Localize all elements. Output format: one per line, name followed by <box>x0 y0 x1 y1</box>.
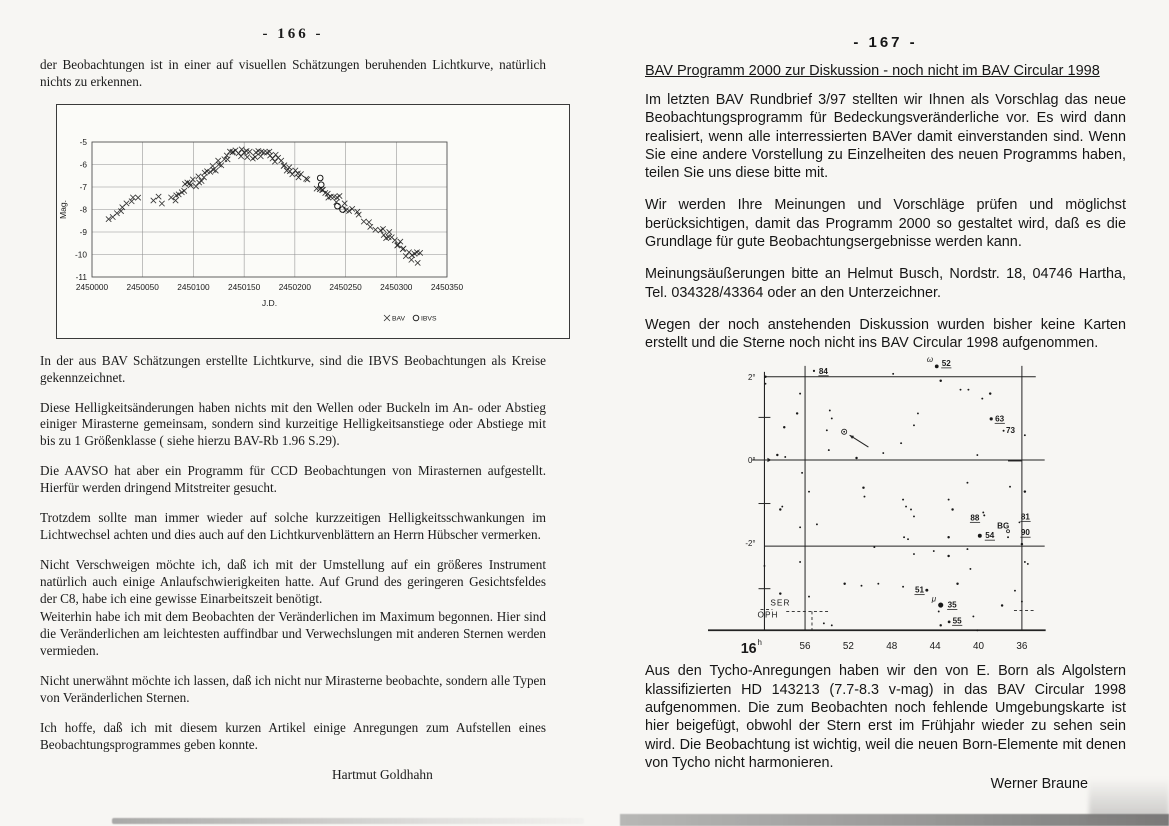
paragraph: Meinungsäußerungen bitte an Helmut Busch, Nordstr. 18, 04746 Hartha, Tel. 034328/43364 oder an den Unterzeichner. <box>645 266 1126 301</box>
svg-text:73: 73 <box>1006 426 1016 436</box>
svg-text:51: 51 <box>914 586 924 596</box>
scan-edge-artifact <box>112 818 584 824</box>
svg-text:-9: -9 <box>79 226 87 237</box>
svg-text:52: 52 <box>842 641 854 653</box>
paragraph: Nicht unerwähnt möchte ich lassen, daß ich nicht nur Mirasterne beobachte, sondern alle Typen von Veränderlichen Sternen. <box>40 673 546 706</box>
svg-text:-8: -8 <box>79 204 87 215</box>
paragraph: Trotzdem sollte man immer wieder auf solche kurzzeitigen Helligkeitsschwankungen im Lichtwechsel achten und dies auch auf den Lichtkurvenblättern an Herrn Hübscher vermerken. <box>40 510 546 542</box>
svg-text:-2°: -2° <box>745 539 756 549</box>
svg-text:-6: -6 <box>79 159 87 170</box>
paragraph: Weiterhin habe ich mit dem Beobachten der Veränderlichen im Maximum begonnen. Hier sind die Veränderlichen am leichtesten auffindbar und Verwechslungen mit anderen Sternen werden vermieden. <box>40 609 546 659</box>
paragraph: Nicht Verschweigen möchte ich, daß ich mit der Umstellung auf ein größeres Instrument natürlich auch einige Anlaufschwierigkeiten hatte. Auf Grund des geringeren Gesichtsfeldes der C8, habe ich eine gewisse Einarbeitszeit benötigt. <box>40 556 546 606</box>
svg-text:-5: -5 <box>79 136 87 147</box>
svg-text:2450000: 2450000 <box>75 281 109 292</box>
svg-text:ω: ω <box>926 356 934 365</box>
finder-chart <box>701 356 1121 658</box>
svg-text:J.D.: J.D. <box>261 297 278 308</box>
svg-text:Mag.: Mag. <box>58 199 68 219</box>
svg-text:54: 54 <box>985 531 995 541</box>
svg-text:0°: 0° <box>747 456 756 466</box>
paragraph: Ich hoffe, daß ich mit diesem kurzen Artikel einige Anregungen zum Aufstellen eines Beobachtungsprogrammes geben konnte. <box>40 719 546 752</box>
svg-text:84: 84 <box>818 367 828 377</box>
svg-text:36: 36 <box>1016 641 1028 653</box>
page-167 <box>645 34 1126 792</box>
svg-text:16: 16 <box>740 641 757 658</box>
svg-text:56: 56 <box>799 641 811 653</box>
svg-text:-11: -11 <box>75 271 87 282</box>
svg-text:35: 35 <box>947 600 957 610</box>
svg-text:-7: -7 <box>79 181 87 192</box>
svg-text:μ: μ <box>931 594 937 604</box>
svg-text:48: 48 <box>886 641 898 653</box>
page-number-right: - 167 - <box>853 34 918 51</box>
svg-text:2450300: 2450300 <box>380 281 413 292</box>
svg-text:63: 63 <box>995 414 1005 424</box>
svg-text:-10: -10 <box>75 249 87 260</box>
paragraph: In der aus BAV Schätzungen erstellte Lichtkurve, sind die IBVS Beobachtungen als Kreise gekennzeichnet. <box>40 352 546 385</box>
svg-text:2450250: 2450250 <box>329 281 362 292</box>
svg-text:2450350: 2450350 <box>430 281 464 292</box>
svg-text:40: 40 <box>973 641 985 653</box>
svg-text:52: 52 <box>941 359 951 369</box>
svg-text:2450100: 2450100 <box>177 281 210 292</box>
svg-text:44: 44 <box>929 641 941 653</box>
svg-text:88: 88 <box>970 513 980 523</box>
svg-text:2°: 2° <box>747 373 756 383</box>
svg-text:OPH: OPH <box>757 609 779 620</box>
paragraph: Aus den Tycho-Anregungen haben wir den von E. Born als Algolstern klassifizierten HD 143213 (7.7-8.3 v-mag) in das BAV Circular 1998 aufgenommen. Die zum Beobachten noch fehlende Umgebungskarte ist hier beigefügt, obwohl der Stern erst im Frühjahr wieder zu sehen sein wird. Die Beobachtung ist wichtig, weil die neuen Born-Elemente mit denen von Tycho nicht harmonieren. <box>645 663 1126 771</box>
svg-text:BG: BG <box>997 521 1010 531</box>
paragraph: Im letzten BAV Rundbrief 3/97 stellten wir Ihnen als Vorschlag das neue Beobachtungsprogramm für Bedeckungsveränderliche vor. Es wird dann realisiert, wenn alle interressierten BAVer damit einverstanden sind. Wenn Sie eine andere Vorstellung zu Einzelheiten des neuen Programms haben, teilen Sie uns diese bitte mit. <box>645 92 1126 182</box>
svg-text:IBVS: IBVS <box>421 315 437 323</box>
signature-left: Hartmut Goldhahn <box>332 766 433 782</box>
page-166 <box>40 26 592 783</box>
scan-edge-artifact <box>620 814 1169 826</box>
signature-right: Werner Braune <box>990 776 1088 793</box>
article-title: BAV Programm 2000 zur Diskussion - noch nicht im BAV Circular 1998 <box>645 63 1100 79</box>
svg-text:SER: SER <box>770 597 791 608</box>
paragraph: Wegen der noch anstehenden Diskussion wurden bisher keine Karten erstellt und die Sterne noch nicht ins BAV Circular 1998 aufgenommen. <box>645 316 1126 352</box>
paragraph-intro: der Beobachtungen ist in einer auf visuellen Schätzungen beruhenden Lichtkurve, natürlich nichts zu erkennen. <box>40 57 546 89</box>
svg-text:81: 81 <box>1020 512 1030 522</box>
paragraph: Wir werden Ihre Meinungen und Vorschläge prüfen und möglichst berücksichtigen, damit das Programm 2000 so gestaltet wird, daß es die Grundlage für gute Beobachtungsergebnisse werden kann. <box>645 197 1126 250</box>
paragraph: Diese Helligkeitsänderungen haben nichts mit den Wellen oder Buckeln im An- oder Abstieg einiger Mirasterne gemeinsam, sondern sind kurzeitige Helligkeitsanstiege oder Abstiege mit bis zu 1 Größenklasse ( siehe hierzu BAV-Rb 1.96 S.29). <box>40 399 546 449</box>
svg-text:2450050: 2450050 <box>126 281 159 292</box>
svg-text:55: 55 <box>952 616 962 626</box>
svg-text:90: 90 <box>1020 528 1030 538</box>
svg-text:2450150: 2450150 <box>227 281 261 292</box>
svg-text:2450200: 2450200 <box>278 281 312 292</box>
svg-text:h: h <box>757 638 762 648</box>
paragraph: Die AAVSO hat aber ein Programm für CCD Beobachtungen von Mirasternen aufgestellt. Hierfür werden dringend Mitstreiter gesucht. <box>40 463 546 496</box>
lightcurve-chart-frame <box>56 104 570 339</box>
svg-text:BAV: BAV <box>392 315 406 323</box>
page-number-left: - 166 - <box>262 26 324 42</box>
lightcurve-chart <box>57 105 569 338</box>
